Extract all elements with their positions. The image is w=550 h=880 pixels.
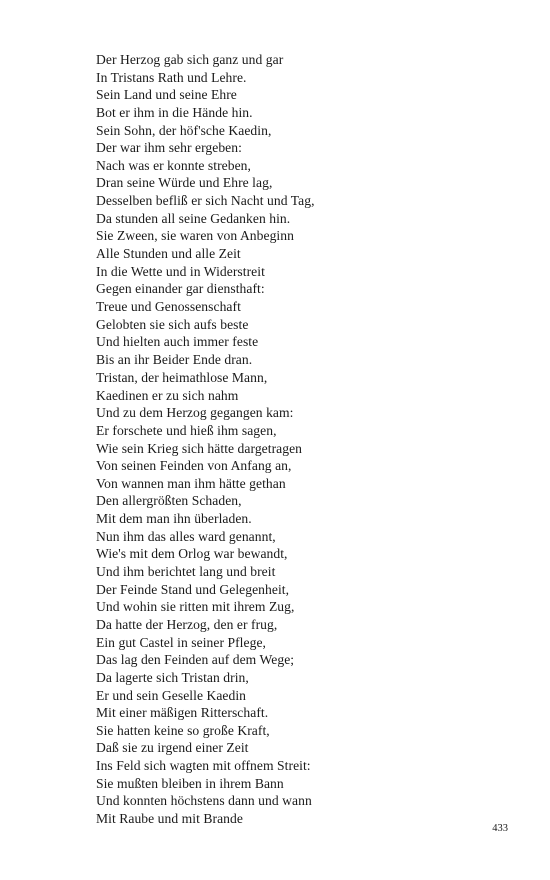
- verse-line: Und konnten höchstens dann und wann: [96, 793, 312, 809]
- verse-line: Und wohin sie ritten mit ihrem Zug,: [96, 599, 295, 615]
- verse-line: Von wannen man ihm hätte gethan: [96, 475, 286, 491]
- verse-line: Treue und Genossenschaft: [96, 298, 241, 314]
- verse-line: Er forschete und hieß ihm sagen,: [96, 422, 277, 438]
- verse-line: Bis an ihr Beider Ende dran.: [96, 351, 253, 367]
- verse-line: Da stunden all seine Gedanken hin.: [96, 210, 291, 226]
- verse-line: Sie Zween, sie waren von Anbeginn: [96, 228, 294, 244]
- verse-line: Nun ihm das alles ward genannt,: [96, 528, 276, 544]
- verse-line: Gelobten sie sich aufs beste: [96, 316, 249, 332]
- verse-line: Daß sie zu irgend einer Zeit: [96, 740, 249, 756]
- verse-line: Wie sein Krieg sich hätte dargetragen: [96, 440, 303, 456]
- verse-line: Der Feinde Stand und Gelegenheit,: [96, 581, 290, 597]
- verse-line: In Tristans Rath und Lehre.: [96, 69, 247, 85]
- verse-line: Den allergrößten Schaden,: [96, 493, 242, 509]
- verse-line: Mit dem man ihn überladen.: [96, 511, 252, 527]
- verse-line: Sie hatten keine so große Kraft,: [96, 722, 270, 738]
- verse-line: Sein Land und seine Ehre: [96, 87, 237, 103]
- verse-line: Desselben befliß er sich Nacht und Tag,: [96, 193, 315, 209]
- verse-line: Sein Sohn, der höf'sche Kaedin,: [96, 122, 272, 138]
- verse-line: Mit einer mäßigen Ritterschaft.: [96, 705, 269, 721]
- page-number: 433: [492, 823, 508, 834]
- verse-line: Wie's mit dem Orlog war bewandt,: [96, 546, 288, 562]
- verse-line: Und ihm berichtet lang und breit: [96, 564, 276, 580]
- verse-line: Alle Stunden und alle Zeit: [96, 246, 241, 262]
- stanza-1: [96, 51, 315, 369]
- verse-line: Gegen einander gar diensthaft:: [96, 281, 265, 297]
- verse-line: Tristan, der heimathlose Mann,: [96, 370, 268, 385]
- verse-line: Und hielten auch immer feste: [96, 334, 259, 350]
- verse-line: Nach was er konnte streben,: [96, 157, 251, 173]
- verse-line: Mit Raube und mit Brande: [96, 811, 243, 827]
- verse-line: Und zu dem Herzog gegangen kam:: [96, 405, 294, 421]
- verse-line: Der Herzog gab sich ganz und gar: [96, 52, 284, 67]
- verse-line: Der war ihm sehr ergeben:: [96, 140, 242, 156]
- verse-line: Von seinen Feinden von Anfang an,: [96, 458, 292, 474]
- verse-line: In die Wette und in Widerstreit: [96, 263, 265, 279]
- stanza-2: [96, 369, 312, 828]
- verse-line: Ein gut Castel in seiner Pflege,: [96, 634, 266, 650]
- verse-line: Sie mußten bleiben in ihrem Bann: [96, 775, 284, 791]
- verse-line: Das lag den Feinden auf dem Wege;: [96, 652, 295, 668]
- verse-line: Ins Feld sich wagten mit offnem Streit:: [96, 758, 311, 774]
- verse-line: Bot er ihm in die Hände hin.: [96, 104, 253, 120]
- verse-line: Da hatte der Herzog, den er frug,: [96, 616, 278, 632]
- verse-line: Da lagerte sich Tristan drin,: [96, 669, 249, 685]
- verse-line: Dran seine Würde und Ehre lag,: [96, 175, 273, 191]
- verse-line: Er und sein Geselle Kaedin: [96, 687, 247, 703]
- verse-line: Kaedinen er zu sich nahm: [96, 387, 239, 403]
